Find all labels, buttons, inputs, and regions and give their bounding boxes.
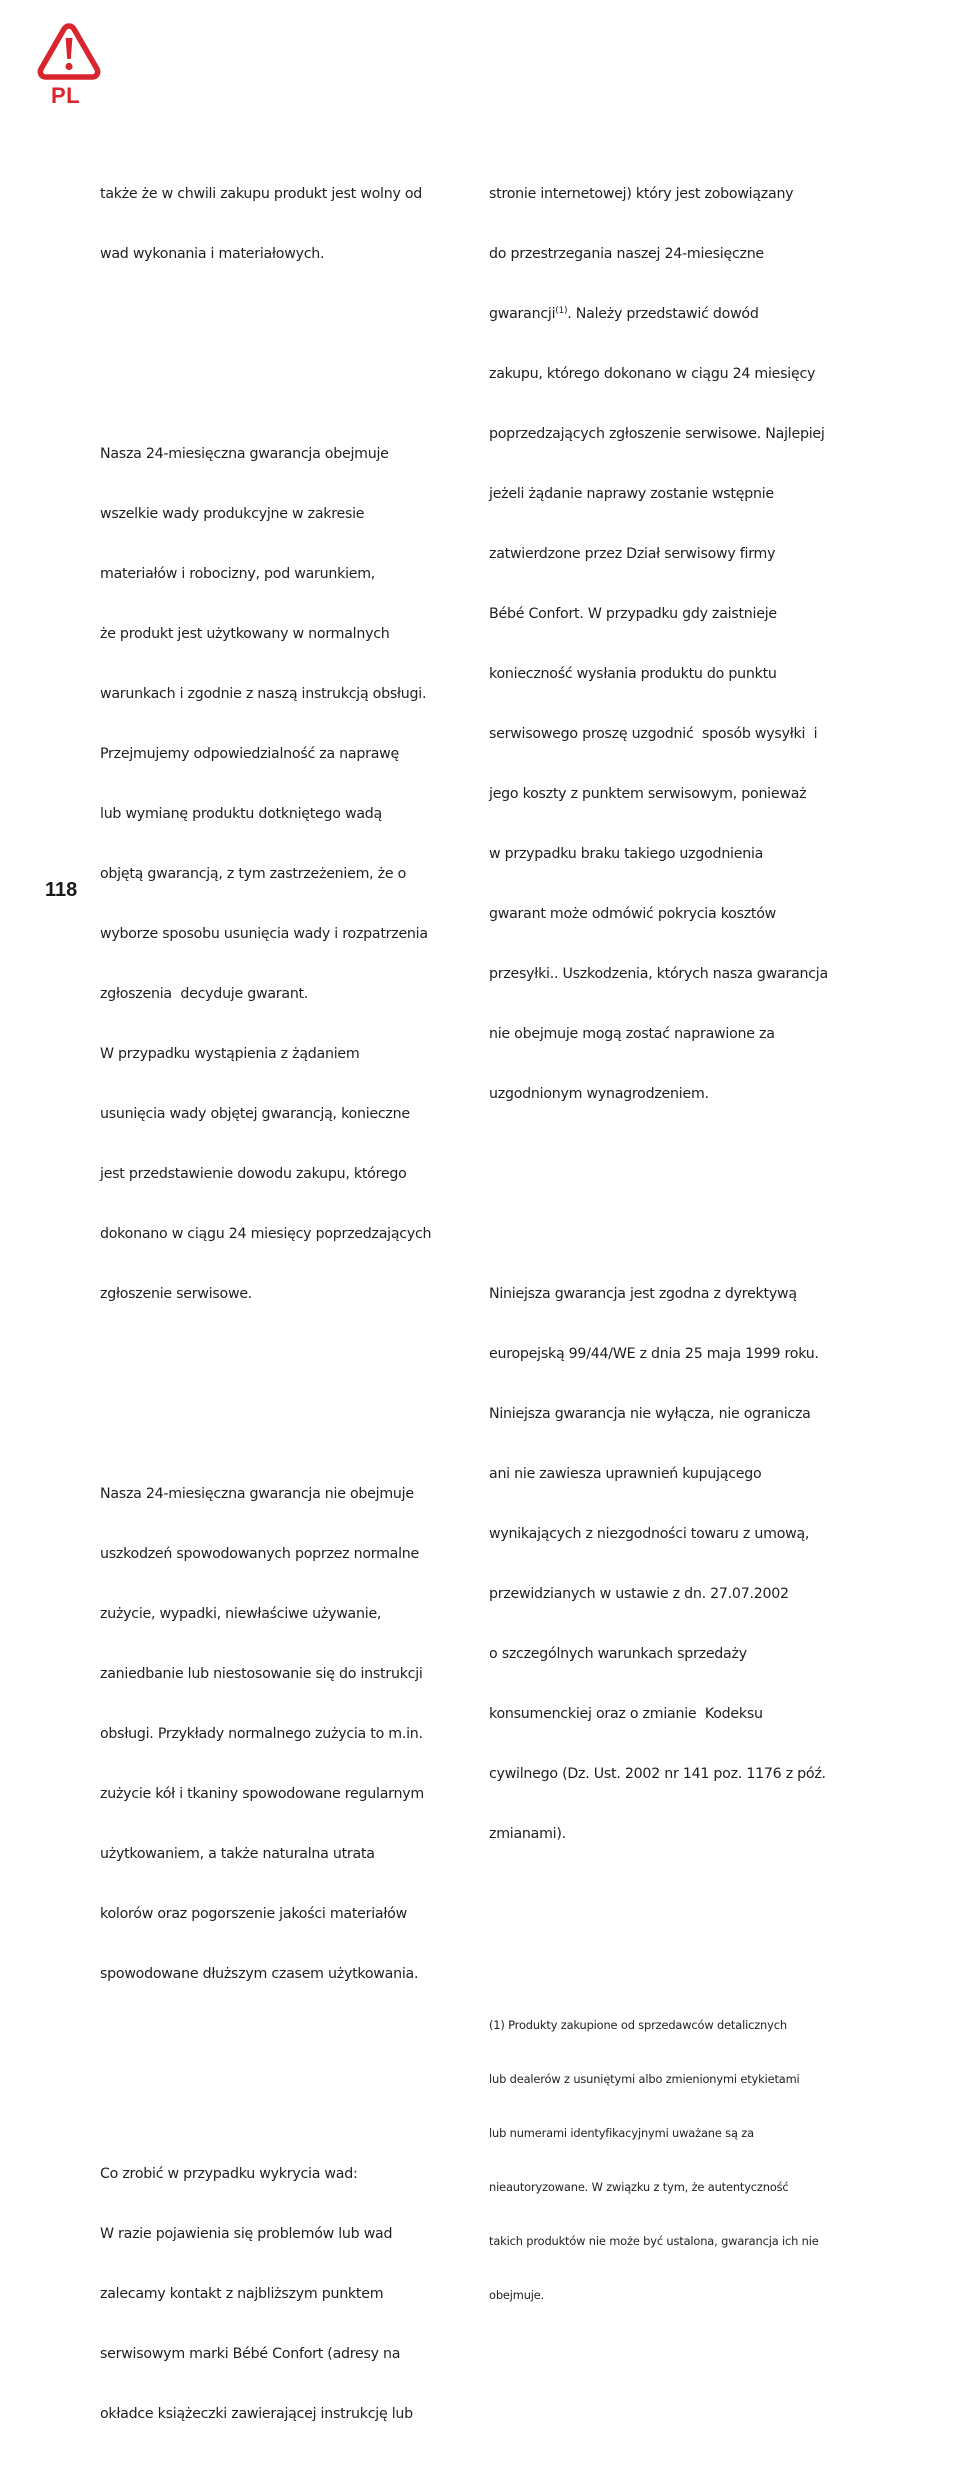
paragraph-defect-procedure: Co zrobić w przypadku wykrycia wad: W razie pojawienia się problemów lub wad zalecamy kontakt z najbliższym punktem serwisowym marki Bébé Confort (adresy na okładce książeczki zawierającej instrukcję lub: [100, 2166, 413, 2422]
paragraph-legal-compliance: Niniejsza gwarancja jest zgodna z dyrektywą europejską 99/44/WE z dnia 25 maja 1999 roku. Niniejsza gwarancja nie wyłącza, nie ogranicza ani nie zawiesza uprawnień kupującego wynikających z niezgodności towaru z umową, przewidzianych w ustawie z dn. 27.07.2002 o szczególnych warunkach sprzedaży konsumenckiej oraz o zmianie Kodeksu cywilnego (Dz. Ust. 2002 nr 141 poz. 1176 z póź. zmianami).: [489, 1286, 826, 1842]
left-column: [100, 104, 460, 2484]
paragraph-purchase-condition: także że w chwili zakupu produkt jest wolny od wad wykonania i materiałowych.: [100, 186, 423, 262]
footnote: (1) Produkty zakupione od sprzedawców detalicznych lub dealerów z usuniętymi albo zmienionymi etykietami lub numerami identyfikacyjnymi uważane są za nieautoryzowane. W związku z tym, że autentyczność takich produktów nie może być ustalona, gwarancja ich nie obejmuje.: [489, 2018, 819, 2302]
page-number: 118: [45, 879, 78, 901]
right-column: [489, 104, 859, 2360]
paragraph-warranty-coverage: Nasza 24-miesięczna gwarancja obejmuje wszelkie wady produkcyjne w zakresie materiałów i robocizny, pod warunkiem, że produkt jest użytkowany w normalnych warunkach i zgodnie z naszą instrukcją obsługi. Przejmujemy odpowiedzialność za naprawę lub wymianę produktu dotkniętego wadą objętą gwarancją, z tym zastrzeżeniem, że o wyborze sposobu usunięcia wady i rozpatrzenia zgłoszenia decyduje gwarant. W przypadku wystąpienia z żądaniem usunięcia wady objętej gwarancją, konieczne jest przedstawienie dowodu zakupu, którego dokonano w ciągu 24 miesięcy poprzedzających zgłoszenie serwisowe.: [100, 446, 432, 1302]
footnote-reference: (1): [555, 306, 568, 316]
language-label: PL: [51, 83, 81, 108]
warning-icon: [37, 22, 101, 82]
line-with-footnote-ref: gwarancji$^{(1)}$. Należy przedstawić dowód: [489, 306, 759, 322]
paragraph-service-contact: stronie internetowej) który jest zobowiązany do przestrzegania naszej 24-miesięczne gwarancji$^{(1)}$. Należy przedstawić dowód zakupu, którego dokonano w ciągu 24 miesięcy poprzedzających zgłoszenie serwisowe. Najlepiej jeżeli żądanie naprawy zostanie wstępnie zatwierdzone przez Dział serwisowy firmy Bébé Confort. W przypadku gdy zaistnieje konieczność wysłania produktu do punktu serwisowego proszę uzgodnić sposób wysyłki i jego koszty z punktem serwisowym, ponieważ w przypadku braku takiego uzgodnienia gwarant może odmówić pokrycia kosztów przesyłki.. Uszkodzenia, których nasza gwarancja nie obejmuje mogą zostać naprawione za uzgodnionym wynagrodzeniem.: [489, 144, 859, 1144]
paragraph-warranty-exclusions: Nasza 24-miesięczna gwarancja nie obejmuje uszkodzeń spowodowanych poprzez normalne zużycie, wypadki, niewłaściwe używanie, zaniedbanie lub niestosowanie się do instrukcji obsługi. Przykłady normalnego zużycia to m.in. zużycie kół i tkaniny spowodowane regularnym użytkowaniem, a także naturalna utrata kolorów oraz pogorszenie jakości materiałów spowodowane dłuższym czasem użytkowania.: [100, 1486, 424, 1982]
